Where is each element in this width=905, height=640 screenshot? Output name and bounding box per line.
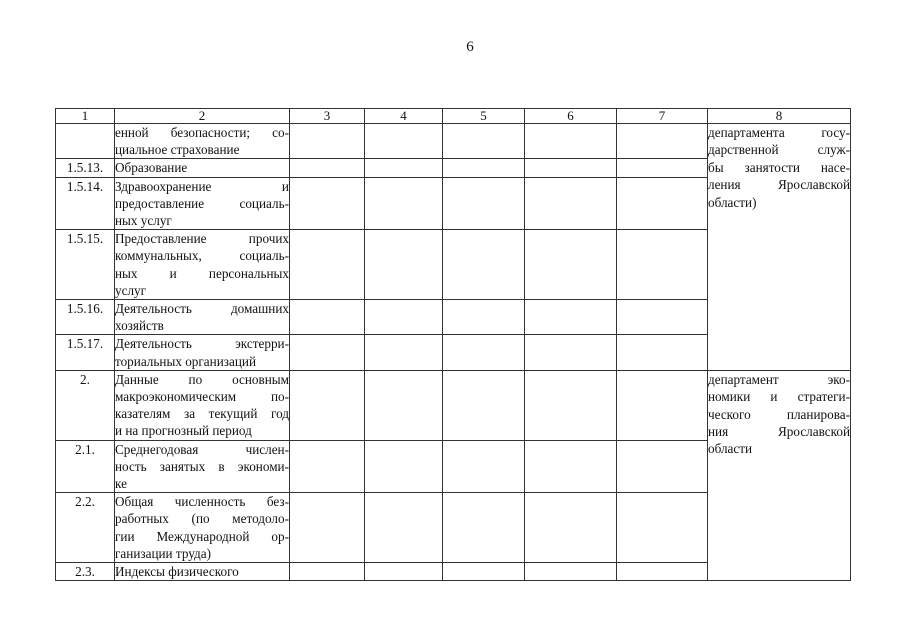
empty-cell (443, 230, 525, 300)
row-number: 1.5.14. (56, 177, 115, 230)
column-header: 4 (365, 109, 443, 124)
empty-cell (525, 177, 617, 230)
empty-cell (290, 440, 365, 493)
description-line: ке (115, 476, 127, 492)
data-table (55, 108, 851, 581)
table-row (56, 370, 851, 440)
note-line: ческого планирова- (708, 406, 850, 422)
description-line: Индексы физического (115, 564, 239, 580)
empty-cell (365, 493, 443, 563)
description-line: коммунальных, социаль- (115, 248, 289, 264)
description-line: Образование (115, 160, 188, 176)
note-line: номики и стратеги- (708, 389, 850, 405)
empty-cell (525, 300, 617, 335)
row-description (115, 493, 290, 563)
note-line: департамент эко- (708, 371, 850, 387)
column-header: 1 (56, 109, 115, 124)
description-line: Предоставление прочих (115, 231, 289, 247)
row-number: 1.5.15. (56, 230, 115, 300)
description-line: предоставление социаль- (115, 195, 289, 211)
empty-cell (525, 370, 617, 440)
empty-cell (443, 177, 525, 230)
row-number: 2.3. (56, 563, 115, 581)
row-number: 1.5.17. (56, 335, 115, 370)
empty-cell (525, 440, 617, 493)
empty-cell (290, 370, 365, 440)
empty-cell (525, 124, 617, 159)
empty-cell (365, 370, 443, 440)
empty-cell (290, 300, 365, 335)
row-number: 1.5.16. (56, 300, 115, 335)
description-line: ных услуг (115, 213, 172, 229)
column-header: 6 (525, 109, 617, 124)
description-line: казателям за текущий год (115, 406, 289, 422)
row-number: 2.2. (56, 493, 115, 563)
empty-cell (443, 440, 525, 493)
empty-cell (617, 159, 708, 177)
empty-cell (525, 563, 617, 581)
row-number: 1.5.13. (56, 159, 115, 177)
empty-cell (290, 230, 365, 300)
empty-cell (525, 335, 617, 370)
description-line: циальное страхование (115, 142, 240, 158)
row-description (115, 563, 290, 581)
empty-cell (365, 177, 443, 230)
empty-cell (525, 493, 617, 563)
row-description (115, 124, 290, 159)
column-header: 5 (443, 109, 525, 124)
column-header: 8 (708, 109, 851, 124)
empty-cell (443, 159, 525, 177)
empty-cell (617, 440, 708, 493)
note-line: бы занятости насе- (708, 159, 850, 175)
column-header: 2 (115, 109, 290, 124)
empty-cell (365, 230, 443, 300)
empty-cell (443, 335, 525, 370)
empty-cell (365, 440, 443, 493)
description-line: Среднегодовая числен- (115, 441, 289, 457)
empty-cell (617, 493, 708, 563)
empty-cell (617, 335, 708, 370)
empty-cell (443, 493, 525, 563)
note-line: дарственной служ- (708, 142, 850, 158)
row-description (115, 300, 290, 335)
description-line: хозяйств (115, 318, 164, 334)
responsible-department-note (708, 124, 851, 371)
description-line: ганизации труда) (115, 545, 211, 561)
empty-cell (290, 335, 365, 370)
note-line: департамента госу- (708, 125, 850, 140)
empty-cell (290, 563, 365, 581)
description-line: ных и персональных (115, 265, 289, 281)
description-line: ность занятых в экономи- (115, 458, 289, 474)
row-description (115, 335, 290, 370)
row-description (115, 177, 290, 230)
empty-cell (365, 335, 443, 370)
row-number: 2. (56, 370, 115, 440)
row-description (115, 440, 290, 493)
empty-cell (617, 563, 708, 581)
empty-cell (443, 370, 525, 440)
note-line: ния Ярославской (708, 424, 850, 440)
description-line: Здравоохранение и (115, 178, 289, 194)
responsible-department-note (708, 370, 851, 580)
column-header: 7 (617, 109, 708, 124)
description-line: макроэкономическим по- (115, 389, 289, 405)
empty-cell (617, 230, 708, 300)
empty-cell (617, 124, 708, 159)
row-number: 2.1. (56, 440, 115, 493)
description-line: гии Международной ор- (115, 528, 289, 544)
empty-cell (617, 370, 708, 440)
empty-cell (290, 493, 365, 563)
description-line: и на прогнозный период (115, 423, 252, 439)
empty-cell (525, 230, 617, 300)
note-line: области) (708, 194, 757, 210)
empty-cell (290, 177, 365, 230)
empty-cell (290, 159, 365, 177)
row-description (115, 159, 290, 177)
empty-cell (365, 124, 443, 159)
note-line: ления Ярославской (708, 177, 850, 193)
empty-cell (525, 159, 617, 177)
row-description (115, 230, 290, 300)
column-header: 3 (290, 109, 365, 124)
empty-cell (365, 563, 443, 581)
description-line: Деятельность экстерри- (115, 336, 289, 352)
empty-cell (617, 177, 708, 230)
row-description (115, 370, 290, 440)
page-number: 6 (466, 39, 474, 55)
empty-cell (443, 124, 525, 159)
table-row (56, 124, 851, 159)
description-line: Деятельность домашних (115, 301, 289, 317)
description-line: услуг (115, 282, 147, 298)
note-line: области (708, 441, 753, 457)
description-line: Общая численность без- (115, 494, 289, 510)
header-row (56, 109, 851, 124)
description-line: работных (по методоло- (115, 511, 289, 527)
empty-cell (365, 159, 443, 177)
empty-cell (365, 300, 443, 335)
description-line: Данные по основным (115, 371, 289, 387)
empty-cell (617, 300, 708, 335)
description-line: ториальных организаций (115, 353, 257, 369)
empty-cell (443, 300, 525, 335)
empty-cell (443, 563, 525, 581)
description-line: енной безопасности; со- (115, 125, 289, 140)
empty-cell (290, 124, 365, 159)
row-number (56, 124, 115, 159)
